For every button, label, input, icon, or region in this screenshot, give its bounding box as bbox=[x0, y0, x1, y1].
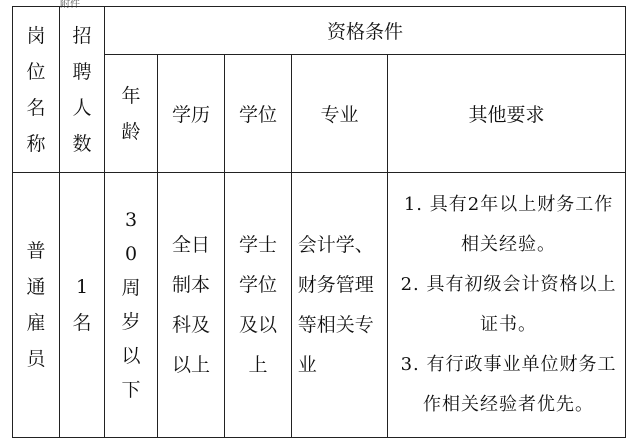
header-other-cell bbox=[388, 55, 626, 173]
position-name-cell bbox=[13, 173, 60, 438]
header-headcount-cell bbox=[60, 7, 105, 173]
recruitment-requirements-table bbox=[12, 6, 626, 438]
major-cell bbox=[292, 173, 388, 438]
header-education-cell bbox=[158, 55, 225, 173]
header-major: 专业 bbox=[320, 104, 359, 126]
other-requirement-1: 1. 具有2年以上财务工作相关经验。 bbox=[403, 194, 614, 255]
header-degree-cell bbox=[225, 55, 292, 173]
education-value: 全日制本科及以上 bbox=[171, 234, 210, 376]
header-age-cell bbox=[105, 55, 158, 173]
header-row-top bbox=[13, 7, 626, 55]
cropped-text-remnant: 附件 bbox=[60, 0, 80, 10]
header-headcount: 招聘人数 bbox=[72, 24, 92, 155]
major-value: 会计学、财务管理等相关专业 bbox=[297, 234, 374, 376]
header-degree: 学位 bbox=[238, 104, 277, 126]
header-age: 年龄 bbox=[121, 84, 141, 143]
header-qualifications: 资格条件 bbox=[327, 21, 404, 43]
header-education: 学历 bbox=[171, 104, 210, 126]
header-position-name: 岗位名称 bbox=[26, 24, 46, 155]
header-other: 其他要求 bbox=[468, 104, 545, 126]
degree-value: 学士学位及以上 bbox=[238, 234, 277, 376]
headcount-cell bbox=[60, 173, 105, 438]
table-row bbox=[13, 173, 626, 438]
degree-cell bbox=[225, 173, 292, 438]
age-value: 30周岁以下 bbox=[121, 209, 141, 401]
age-cell bbox=[105, 173, 158, 438]
headcount-value: 1名 bbox=[72, 276, 92, 334]
other-requirements-cell bbox=[388, 173, 626, 438]
header-position-name-cell bbox=[13, 7, 60, 173]
education-cell bbox=[158, 173, 225, 438]
header-row-bottom bbox=[13, 55, 626, 173]
other-requirement-2: 2. 具有初级会计资格以上证书。 bbox=[400, 274, 617, 335]
header-qualifications-cell bbox=[105, 7, 626, 55]
other-requirement-3: 3. 有行政事业单位财务工作相关经验者优先。 bbox=[400, 354, 617, 415]
position-name: 普通雇员 bbox=[26, 240, 46, 370]
header-major-cell bbox=[292, 55, 388, 173]
